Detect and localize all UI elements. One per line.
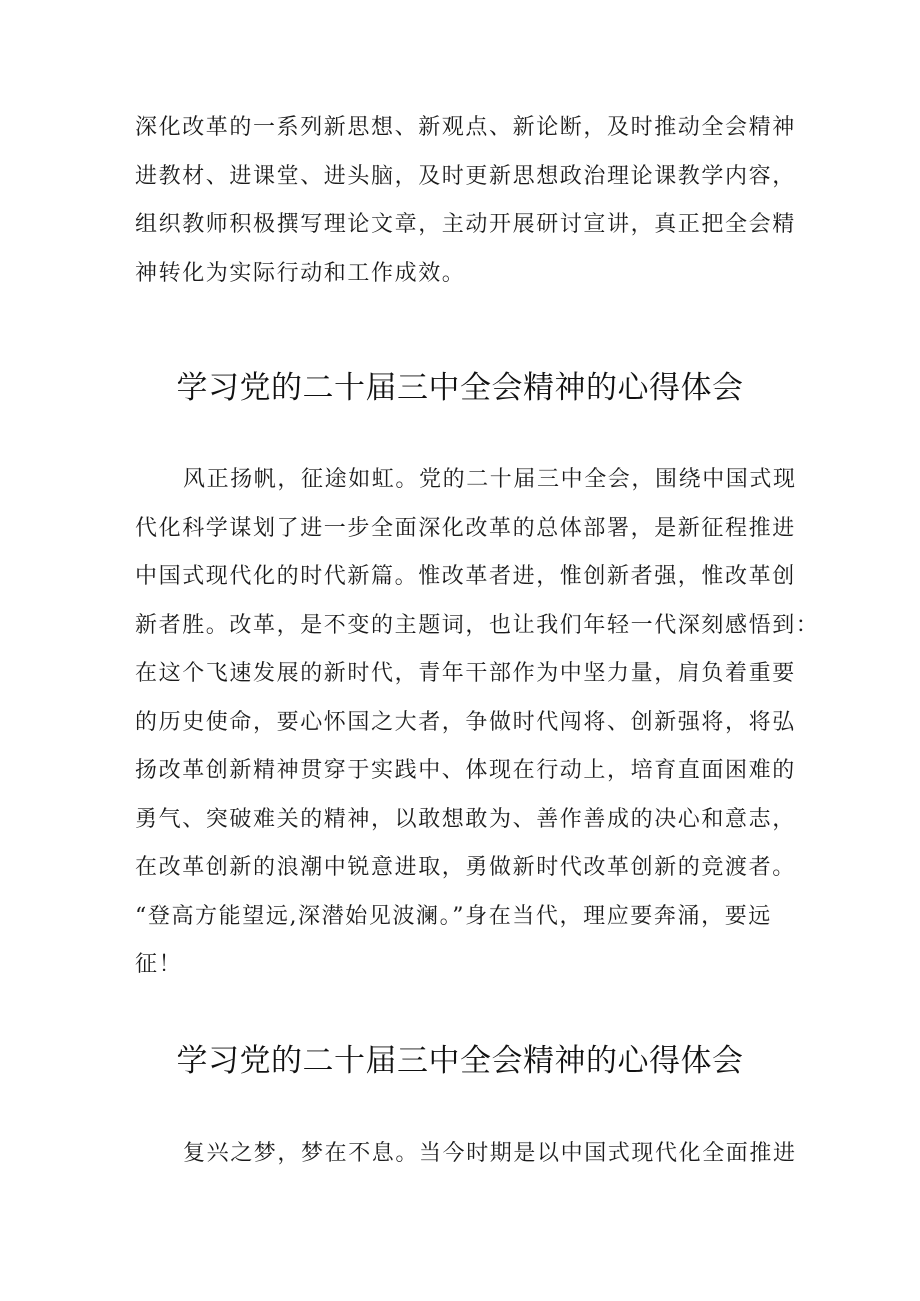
paragraph-line: 神转化为实际行动和工作成效。	[135, 260, 466, 286]
paragraph-line: 进教材、进课堂、进头脑，及时更新思想政治理论课教学内容，	[135, 163, 796, 189]
paragraph-line: 征！	[135, 952, 183, 977]
paragraph-line: 在改革创新的浪潮中锐意进取，勇做新时代改革创新的竞渡者。	[135, 855, 796, 880]
paragraph-line: 的历史使命，要心怀国之大者，争做时代闯将、创新强将，将弘	[135, 709, 796, 735]
paragraph-3	[135, 1130, 795, 1179]
section-heading-1: 学习党的二十届三中全会精神的心得体会	[176, 370, 744, 406]
paragraph-line: 扬改革创新精神贯穿于实践中、体现在行动上，培育直面困难的	[135, 758, 796, 783]
paragraph-line: 复兴之梦，梦在不息。当今时期是以中国式现代化全面推进	[183, 1141, 797, 1166]
paragraph-line: 组织教师积极撰写理论文章，主动开展研讨宣讲，真正把全会精	[135, 212, 796, 237]
section-heading-2: 学习党的二十届三中全会精神的心得体会	[176, 1043, 744, 1079]
paragraph-line: “登高方能望远,深潜始见波澜。”身在当代，理应要奔涌，要远	[135, 903, 772, 929]
paragraph-line: 新者胜。改革，是不变的主题词，也让我们年轻一代深刻感悟到：	[135, 612, 820, 638]
paragraph-2	[135, 456, 820, 990]
paragraph-line: 深化改革的一系列新思想、新观点、新论断，及时推动全会精神	[135, 115, 796, 140]
paragraph-line: 中国式现代化的时代新篇。惟改革者进，惟创新者强，惟改革创	[135, 564, 796, 589]
paragraph-line: 勇气、突破难关的精神，以敢想敢为、善作善成的决心和意志，	[135, 806, 796, 832]
paragraph-line: 在这个飞速发展的新时代，青年干部作为中坚力量，肩负着重要	[135, 661, 796, 686]
paragraph-line: 风正扬帆，征途如虹。党的二十届三中全会，围绕中国式现	[183, 467, 797, 492]
paragraph-1	[135, 104, 795, 298]
paragraph-line: 代化科学谋划了进一步全面深化改革的总体部署，是新征程推进	[135, 515, 796, 541]
